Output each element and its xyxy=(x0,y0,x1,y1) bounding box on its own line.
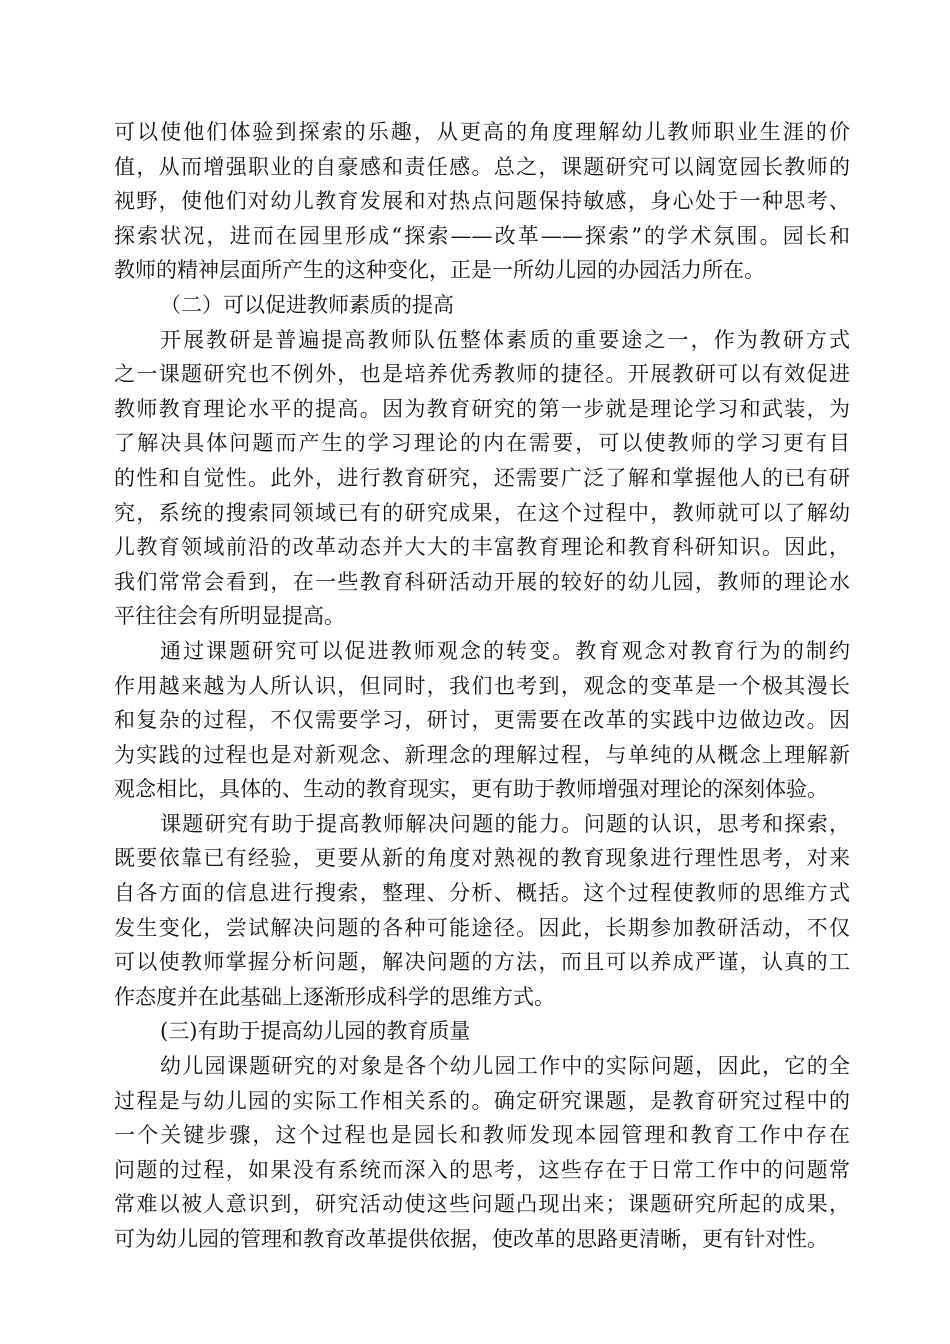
text-line: 常难以被人意识到，研究活动使这些问题凸现出来；课题研究所起的成果， xyxy=(114,1192,850,1217)
section-heading-2 xyxy=(114,288,850,323)
text-line: 为实践的过程也是对新观念、新理念的理解过程，与单纯的从概念上理解新 xyxy=(114,742,850,767)
text-line: 我们常常会看到，在一些教育科研活动开展的较好的幼儿园，教师的理论水 xyxy=(114,569,850,594)
paragraph-3 xyxy=(114,634,850,807)
text-line: 作态度并在此基础上逐渐形成科学的思维方式。 xyxy=(114,984,555,1009)
text-line: 一个关键步骤，这个过程也是园长和教师发现本园管理和教育工作中存在 xyxy=(114,1123,850,1148)
text-line: 开展教研是普遍提高教师队伍整体素质的重要途之一，作为教研方式 xyxy=(160,327,850,352)
paragraph-5 xyxy=(114,1049,850,1257)
text-line: 了解决具体问题而产生的学习理论的内在需要，可以使教师的学习更有目 xyxy=(114,431,850,456)
text-line: 通过课题研究可以促进教师观念的转变。教育观念对教育行为的制约 xyxy=(160,638,850,663)
text-line: 过程是与幼儿园的实际工作相关系的。确定研究课题，是教育研究过程中的 xyxy=(114,1088,850,1113)
text-line: 问题的过程，如果没有系统而深入的思考，这些存在于日常工作中的问题常 xyxy=(114,1157,850,1182)
paragraph-2 xyxy=(114,323,850,634)
text-line: 探索状况，进而在园里形成“探索——改革——探索”的学术氛围。园长和 xyxy=(114,223,850,248)
text-line: 可以使他们体验到探索的乐趣，从更高的角度理解幼儿教师职业生涯的价 xyxy=(114,120,850,144)
text-line: 发生变化，尝试解决问题的各种可能途径。因此，长期参加教研活动，不仅 xyxy=(114,915,850,940)
text-line: 平往往会有所明显提高。 xyxy=(114,604,345,629)
text-line: 究，系统的搜索同领域已有的研究成果，在这个过程中，教师就可以了解幼 xyxy=(114,500,850,525)
text-line: 课题研究有助于提高教师解决问题的能力。问题的认识，思考和探索， xyxy=(160,811,850,836)
text-line: 教师的精神层面所产生的这种变化，正是一所幼儿园的办园活力所在。 xyxy=(114,258,765,283)
text-line: 儿教育领域前沿的改革动态并大大的丰富教育理论和教育科研知识。因此， xyxy=(114,535,850,560)
section-heading: (三)有助于提高幼儿园的教育质量 xyxy=(160,1019,471,1044)
paragraph-4 xyxy=(114,807,850,1015)
text-line: 作用越来越为人所认识，但同时，我们也考到，观念的变革是一个极其漫长 xyxy=(114,673,850,698)
text-line: 可以使教师掌握分析问题，解决问题的方法，而且可以养成严谨，认真的工 xyxy=(114,950,850,975)
text-line: 之一课题研究也不例外，也是培养优秀教师的捷径。开展教研可以有效促进 xyxy=(114,362,850,387)
text-line: 观念相比，具体的、生动的教育现实，更有助于教师增强对理论的深刻体验。 xyxy=(114,777,828,802)
text-line: 教师教育理论水平的提高。因为教育研究的第一步就是理论学习和武装，为 xyxy=(114,396,850,421)
section-heading: （二）可以促进教师素质的提高 xyxy=(160,292,454,317)
text-line: 幼儿园课题研究的对象是各个幼儿园工作中的实际问题，因此，它的全 xyxy=(160,1054,850,1079)
paragraph-1 xyxy=(114,115,850,288)
text-line: 视野，使他们对幼儿教育发展和对热点问题保持敏感，身心处于一种思考、 xyxy=(114,189,850,214)
section-heading-3 xyxy=(114,1014,850,1049)
text-line: 可为幼儿园的管理和教育改革提供依据，使改革的思路更清晰，更有针对性。 xyxy=(114,1227,828,1251)
text-line: 值，从而增强职业的自豪感和责任感。总之，课题研究可以阔宽园长教师的 xyxy=(114,154,850,179)
text-line: 自各方面的信息进行搜索，整理、分析、概括。这个过程使教师的思维方式 xyxy=(114,881,850,906)
text-line: 的性和自觉性。此外，进行教育研究，还需要广泛了解和掌握他人的已有研 xyxy=(114,465,850,490)
text-line: 和复杂的过程，不仅需要学习，研讨，更需要在改革的实践中边做边改。因 xyxy=(114,708,850,733)
text-line: 既要依靠已有经验，更要从新的角度对熟视的教育现象进行理性思考，对来 xyxy=(114,846,850,871)
document-page xyxy=(114,115,850,1257)
